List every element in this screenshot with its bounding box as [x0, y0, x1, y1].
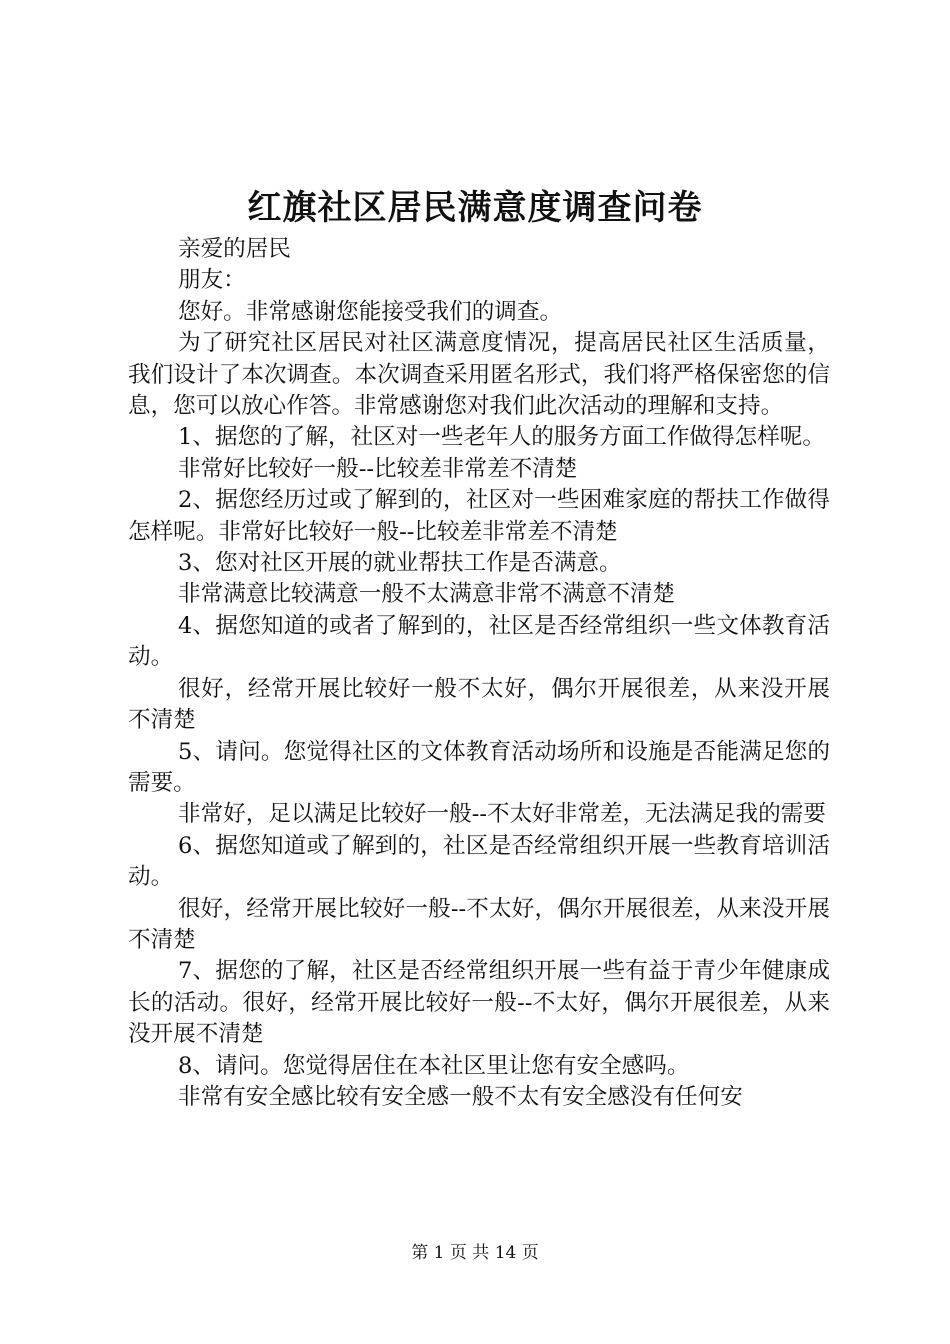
answer-options-3: 非常满意比较满意一般不太满意非常不满意不清楚	[178, 581, 676, 608]
question-2: 2、据您经历过或了解到的，社区对一些困难家庭的帮扶工作做得怎样呢。非常好比较好一般--比较差非常差不清楚	[128, 487, 830, 545]
question-5: 5、请问。您觉得社区的文体教育活动场所和设施是否能满足您的需要。	[128, 738, 830, 796]
answer-options-1: 非常好比较好一般--比较差非常差不清楚	[178, 455, 578, 482]
question-1: 1、据您的了解，社区对一些老年人的服务方面工作做得怎样呢。	[178, 424, 825, 451]
hello-paragraph: 您好。非常感谢您能接受我们的调查。	[178, 298, 563, 325]
answer-options-4: 很好，经常开展比较好一般不太好，偶尔开展很差，从来没开展不清楚	[128, 675, 830, 734]
question-6: 6、据您知道或了解到的，社区是否经常组织开展一些教育培训活动。	[128, 832, 830, 891]
greeting-line-1: 亲爱的居民	[178, 236, 291, 262]
question-8: 8、请问。您觉得居住在本社区里让您有安全感吗。	[178, 1052, 690, 1079]
answer-options-6: 很好，经常开展比较好一般--不太好，偶尔开展很差，从来没开展不清楚	[128, 895, 830, 953]
intro-paragraph: 为了研究社区居民对社区满意度情况，提高居民社区生活质量，我们设计了本次调查。本次调查采用匿名形式，我们将严格保密您的信息，您可以放心作答。非常感谢您对我们此次活动的理解和支持。	[128, 330, 830, 420]
question-7: 7、据您的了解，社区是否经常组织开展一些有益于青少年健康成长的活动。很好，经常开展比较好一般--不太好，偶尔开展很差，从来没开展不清楚	[128, 958, 830, 1048]
question-4: 4、据您知道的或者了解到的，社区是否经常组织一些文体教育活动。	[128, 612, 830, 671]
answer-options-5: 非常好，足以满足比较好一般--不太好非常差，无法满足我的需要	[178, 801, 826, 828]
question-3: 3、您对社区开展的就业帮扶工作是否满意。	[178, 550, 622, 577]
greeting-line-2: 朋友：	[178, 267, 246, 294]
document-title: 红旗社区居民满意度调查问卷	[247, 188, 703, 228]
document-body	[128, 234, 830, 1113]
page-number-footer: 第 1 页 共 14 页	[411, 1243, 539, 1263]
answer-options-8: 非常有安全感比较有安全感一般不太有安全感没有任何安	[178, 1083, 743, 1110]
